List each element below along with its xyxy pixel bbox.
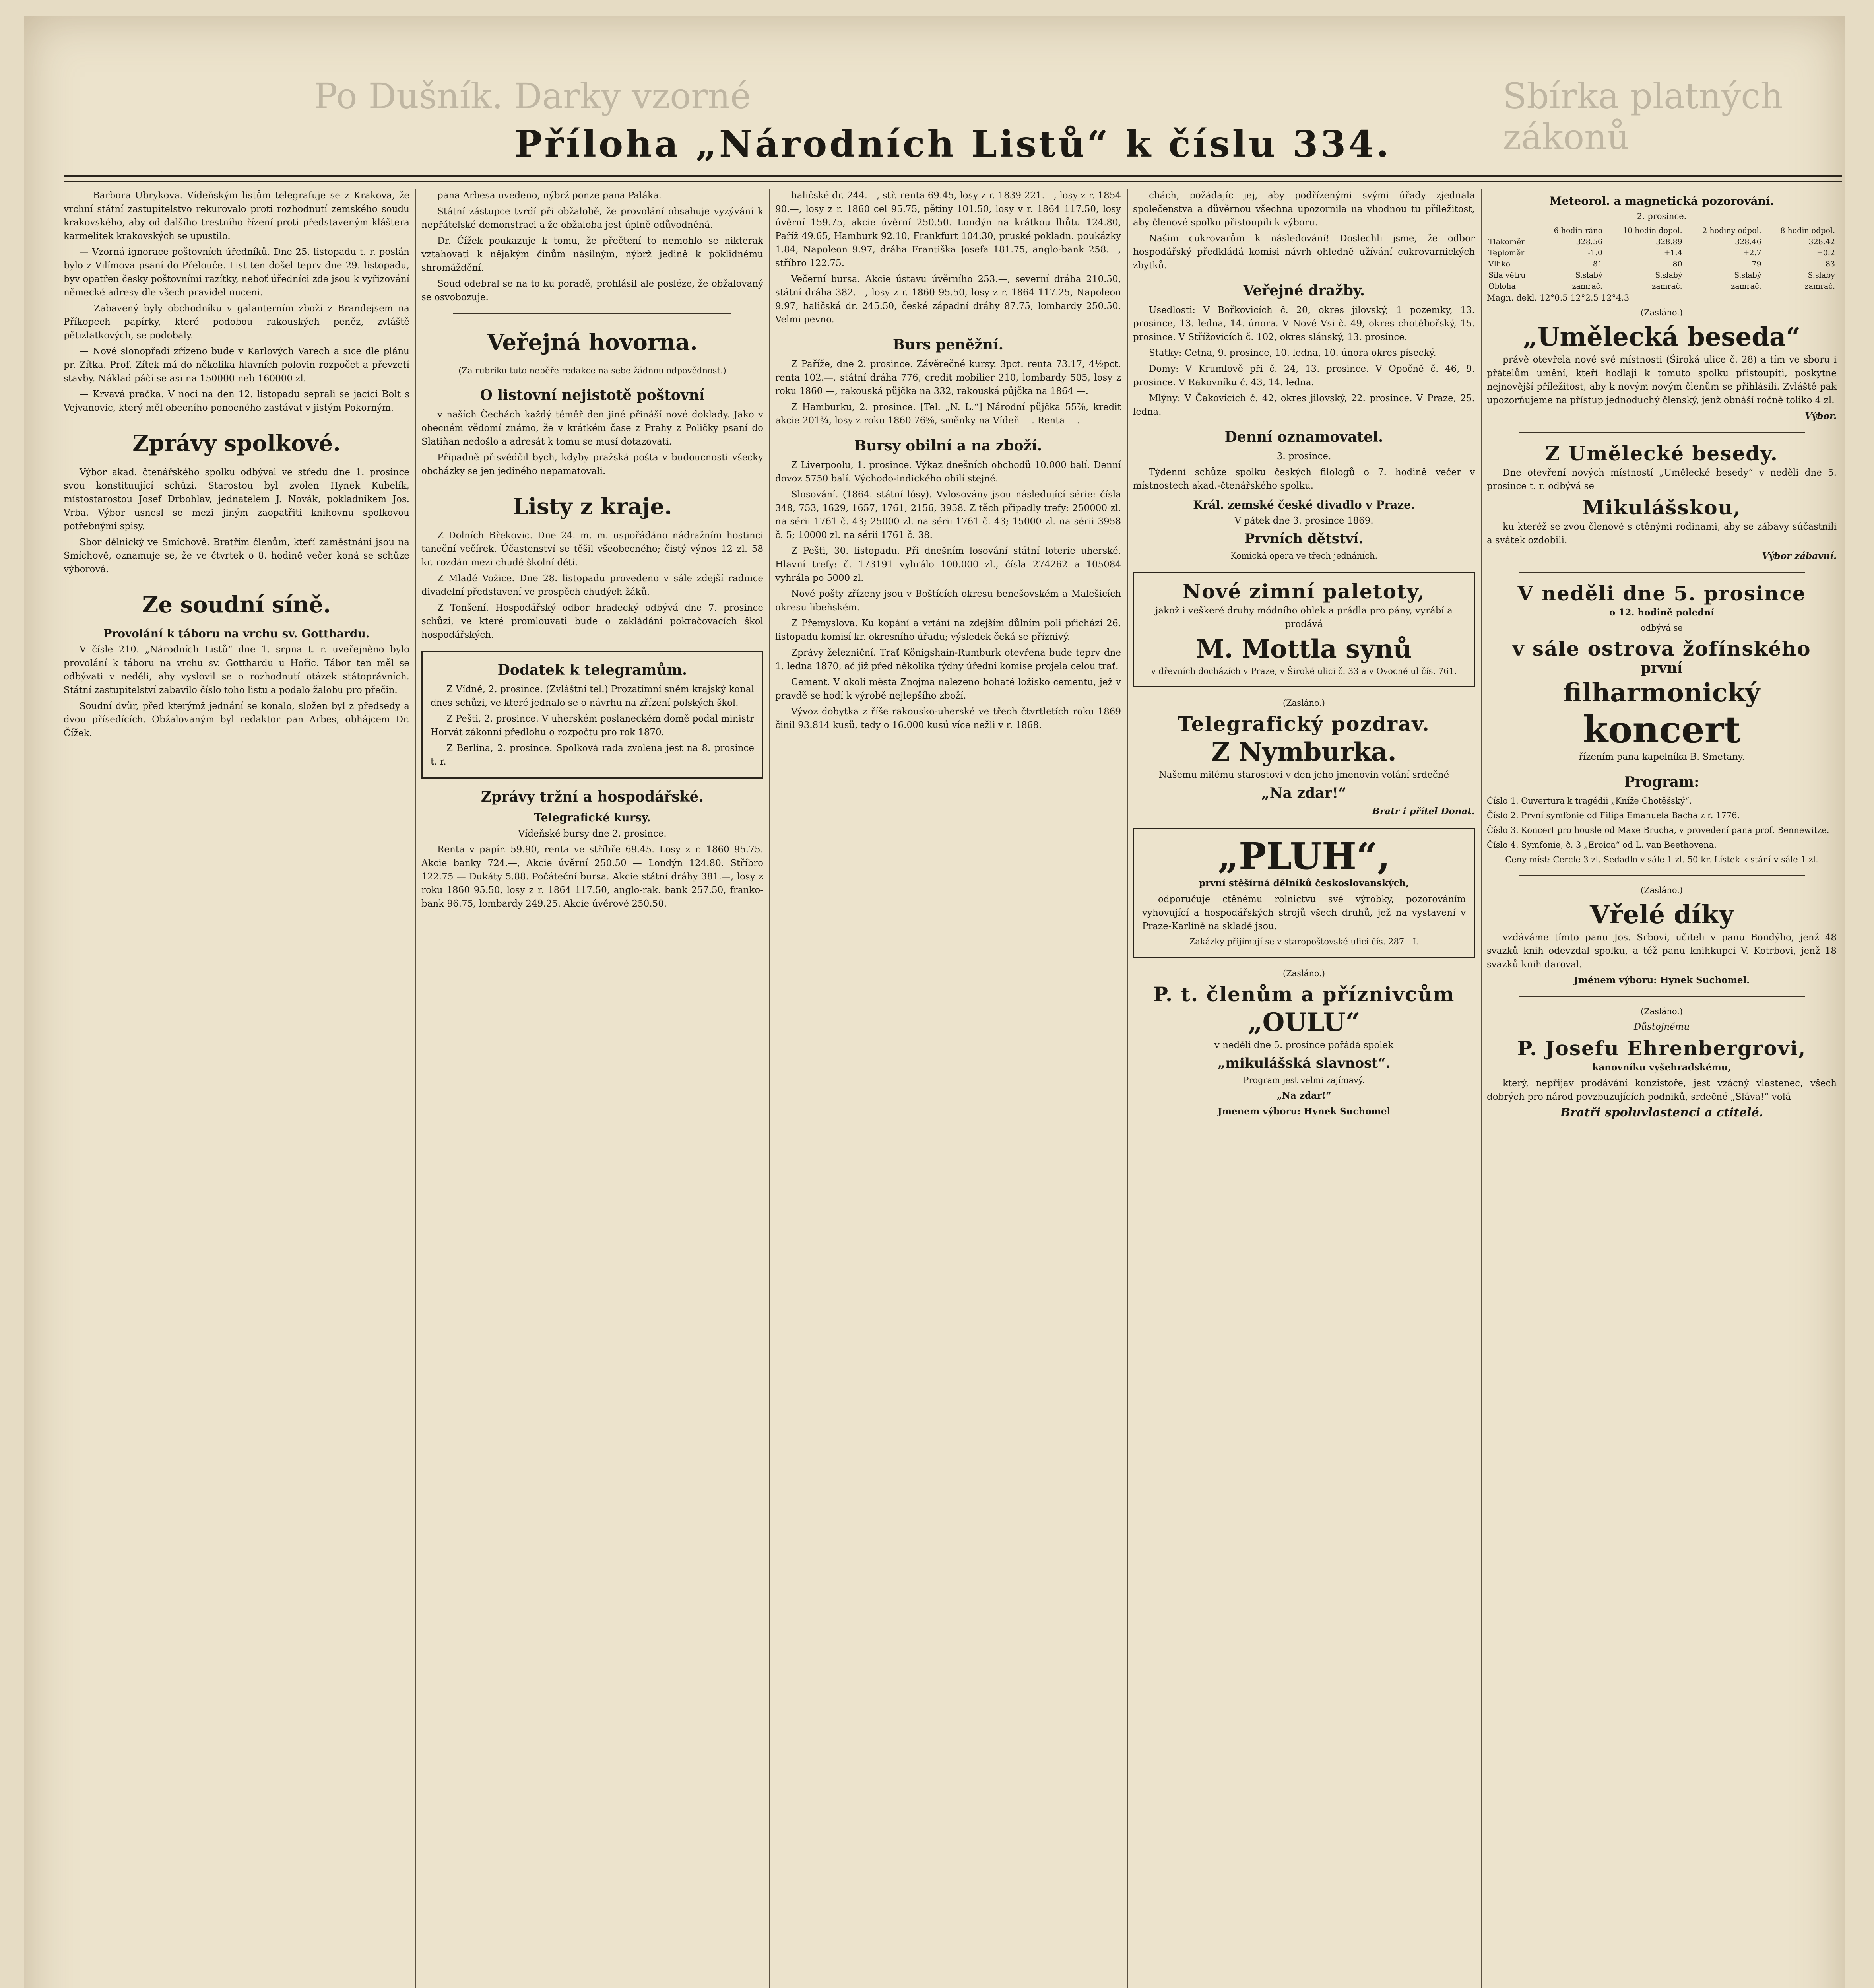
news-paragraph: Soudní dvůr, před kterýmž jednání se konalo, složen byl z předsedy a dvou přísedících. Obžalovaným byl redaktor pan Arbes, obhájcem Dr. Čížek.	[64, 701, 409, 738]
table-header-cell: 2 hodiny odpol.	[1702, 226, 1761, 235]
table-cell: S.slabý	[1734, 271, 1761, 280]
section-heading-trh: Zprávy tržní a hospodářské.	[481, 788, 704, 805]
advert-text: v neděli dne 5. prosince pořádá spolek	[1214, 1040, 1394, 1050]
date-line: 3. prosince.	[1276, 451, 1331, 462]
news-paragraph: Z Hamburku, 2. prosince. [Tel. „N. L.“] Národní půjčka 55⅞, kredit akcie 201¾, losy z roku 1860 76⅝, směnky na Vídeň —. Renta —.	[775, 402, 1121, 426]
news-paragraph: Z Mladé Vožice. Dne 28. listopadu provedeno v sále zdejší radnice divadelní představení ve prospěch chudých žáků.	[421, 573, 763, 597]
news-paragraph: Z Pešti, 30. listopadu. Při dnešním losování státní loterie uherské. Hlavní trefy: č. 173191 vyhrálo 100.000 zl., čísla 274262 a 105084 vyhrála po 5000 zl.	[775, 546, 1121, 583]
advert-title: Telegrafický pozdrav.	[1178, 712, 1430, 736]
concert-prices: Ceny míst: Cercle 3 zl. Sedadlo v sále 1 zl. 50 kr. Lístek k stání v sále 1 zl.	[1505, 855, 1818, 864]
section-heading-dodatek: Dodatek k telegramům.	[497, 662, 687, 678]
advert-nymburk	[1133, 697, 1475, 818]
news-paragraph: Usedlosti: V Bořkovicích č. 20, okres jilovský, 1 pozemky, 13. prosince, 13. ledna, 14. února. V Nové Vsi č. 49, okres chotěbořský, 15. prosince. V Střížovicích č. 102, okres slánský, 13. prosince.	[1133, 305, 1475, 342]
divider	[1519, 572, 1805, 573]
advert-z-umelecke-besedy	[1487, 441, 1837, 563]
news-paragraph: haličské dr. 244.—, stř. renta 69.45, losy z r. 1839 221.—, losy z r. 1854 90.—, losy z r. 1860 cel 95.75, pětiny 101.50, losy v r. 1864 117.50, losy úvěrní 159.75, akcie úvěrní 250.50. Londýn na krátkou lhůtu 124.80, Paříž 49.65, Hamburk 92.10, Frankfurt 104.30, pruské pokladn. poukázky 1.84, Napoleon 9.97, dráha Františka Josefa 181.75, anglo-bank 258.—, stříbro 122.75.	[775, 190, 1121, 268]
theatre-date: V pátek dne 3. prosince 1869.	[1234, 516, 1373, 526]
table-cell: Síla větru	[1488, 271, 1526, 280]
section-heading-soud: Ze soudní síně.	[142, 592, 331, 618]
advert-signature: Jmenem výboru: Hynek Suchomel	[1217, 1106, 1391, 1117]
advert-signature: Bratr i přítel Donat.	[1372, 806, 1475, 817]
table-cell: -1.0	[1588, 248, 1603, 257]
table-header-cell	[1487, 225, 1538, 236]
news-paragraph: Zprávy železniční. Trať Königshain-Rumburk otevřena bude teprv dne 1. ledna 1870, ač již před několika týdny úřední komise projela celou trať.	[775, 648, 1121, 672]
zaslano-label: (Zasláno.)	[1641, 308, 1683, 317]
table-cell: Obloha	[1488, 282, 1516, 291]
table-header-cell: 8 hodin odpol.	[1780, 226, 1835, 235]
advert-company-name: „PLUH“,	[1218, 835, 1390, 878]
weather-heading: Meteorol. a magnetická pozorování.	[1549, 194, 1774, 208]
news-paragraph: — Krvavá pračka. V noci na den 12. listopadu seprali se jacíci Bolt s Vejvanovic, který měl obecního ponocného zastávat v jistým Pokorným.	[64, 389, 409, 413]
concert-title: filharmonický	[1563, 678, 1760, 708]
sub-heading-kursy: Telegrafické kursy.	[534, 811, 651, 824]
column-divider	[1127, 189, 1128, 1988]
table-row	[1487, 258, 1837, 270]
advert-title: „Umělecká beseda“	[1523, 322, 1801, 352]
news-paragraph: Z Pešti, 2. prosince. V uherském poslaneckém domě podal ministr Horvát zákonní předlohu o rozpočtu pro rok 1870.	[431, 714, 754, 738]
zaslano-label: (Zasláno.)	[1641, 1007, 1683, 1016]
section-heading-hovorna: Veřejná hovorna.	[487, 329, 698, 355]
news-paragraph: Vývoz dobytka z říše rakousko-uherské ve třech čtvrtletích roku 1869 činil 93.814 kusů, tedy o 16.000 kusů více nežli v r. 1868.	[775, 707, 1121, 730]
table-cell: 328.46	[1735, 237, 1761, 246]
advert-title: Z Umělecké besedy.	[1545, 442, 1778, 465]
table-row	[1487, 270, 1837, 281]
table-cell: 83	[1825, 260, 1835, 268]
bleed-through-text-left: Po Dušník. Darky vzorné	[314, 76, 751, 116]
news-paragraph: Z Dolních Břekovic. Dne 24. m. m. uspořádáno nádražním hostinci taneční večírek. Účastenství se těšil všeobecného; čistý výnos 12 zl. 58 kr. rozdán mezi chudé školní děti.	[421, 530, 763, 568]
advert-signature: Jménem výboru: Hynek Suchomel.	[1573, 975, 1750, 986]
zaslano-label: (Zasláno.)	[1283, 969, 1325, 978]
masthead	[64, 115, 1842, 177]
sub-caption: Vídeňské bursy dne 2. prosince.	[518, 829, 667, 839]
table-row	[1487, 236, 1837, 247]
article-heading: O listovní nejistotě poštovní	[480, 387, 705, 404]
news-paragraph: Mlýny: V Čakovicích č. 42, okres jilovský, 22. prosince. V Praze, 25. ledna.	[1133, 393, 1475, 417]
program-item: Číslo 4. Symfonie, č. 3 „Eroica“ od L. van Beethovena.	[1487, 840, 1717, 850]
advert-signature: Výbor zábavní.	[1762, 551, 1837, 561]
divider	[453, 313, 731, 314]
advert-text: ku kteréž se zvou členové s ctěnými rodinami, aby se zábavy súčastnili a svátek ozdobili.	[1487, 522, 1837, 546]
news-paragraph: Státní zástupce tvrdí při obžalobě, že provolání obsahuje vyzývání k nepřátelské demonstraci a že obžaloba jest úplně odůvodněná.	[421, 206, 763, 230]
advert-title: P. Josefu Ehrenbergrovi,	[1517, 1037, 1806, 1060]
concert-conductor: řízením pana kapelníka B. Smetany.	[1579, 752, 1745, 762]
table-cell: zamrač.	[1804, 282, 1835, 291]
advert-text: odporučuje ctěnému rolnictvu své výrobky, pozorováním vyhovující a hospodářských strojů všech druhů, jež na vystavení v Praze-Karlíně na skladě jsou.	[1142, 894, 1466, 932]
table-header-row	[1487, 225, 1837, 236]
concert-time: o 12. hodině polední	[1609, 607, 1714, 618]
column-4	[1133, 189, 1475, 1988]
news-paragraph: Slosování. (1864. státní lósy). Vylosovány jsou následující série: čísla 348, 753, 1629, 1657, 1761, 2156, 3958. Z těch připadly trefy: 250000 zl. na sérii 1761 č. 43; 25000 zl. na sérii 1761 č. 43; 15000 zl. na sérii 3958 č. 5; 10000 zl. na sérii 1761 č. 38.	[775, 489, 1121, 540]
advert-text: vzdáváme tímto panu Jos. Srbovi, učiteli v panu Bondýho, jenž 48 svazků knih odevzdal spolku, a též panu knihkupci V. Kotrbovi, jenž 18 svazků knih daroval.	[1487, 932, 1837, 970]
divider	[1519, 996, 1805, 997]
advert-company-name: M. Mottla synů	[1196, 634, 1412, 664]
news-paragraph: V čísle 210. „Národních Listů“ dne 1. srpna t. r. uveřejněno bylo provolání k táboru na vrchu sv. Gotthardu u Hořic. Tábor ten měl se odbývati v neděli, aby vyslovil se o rozhodnutí otázek státoprávních. Státní zastupitelství zabavilo číslo toho listu a podalo žalobu pro přečin.	[64, 645, 409, 695]
program-item: Číslo 3. Koncert pro housle od Maxe Brucha, v provedení pana prof. Bennewitze.	[1487, 825, 1829, 835]
advert-program: Program jest velmi zajímavý.	[1243, 1076, 1365, 1085]
advert-signature: Výbor.	[1805, 411, 1837, 421]
advert-event: Mikulášskou,	[1582, 496, 1741, 519]
advert-place: Z Nymburka.	[1211, 737, 1397, 767]
table-cell: 81	[1593, 260, 1603, 268]
news-paragraph: — Zabavený byly obchodníku v galanterním zboží z Brandejsem na Příkopech papírky, které podobou rakouských peněz, zvláště pětizlatkových, se podobaly.	[64, 303, 409, 341]
table-cell: +0.2	[1816, 248, 1835, 257]
news-paragraph: Případně přisvědčil bych, kdyby pražská pošta v budoucnosti všecky obcházky se jen jediného nepamatovali.	[421, 452, 763, 476]
concert-line: V neděli dne 5. prosince	[1517, 582, 1806, 605]
advert-event: „mikulášská slavnost“.	[1217, 1055, 1391, 1071]
advert-title: P. t. členům a příznivcům	[1153, 982, 1455, 1006]
column-2	[421, 189, 763, 1988]
advert-ehrenberger	[1487, 1006, 1837, 1120]
section-heading-kraje: Listy z kraje.	[512, 493, 672, 520]
table-cell: Teploměr	[1488, 248, 1525, 257]
advert-title: Nové zimní paletoty,	[1183, 580, 1425, 603]
advert-oul	[1133, 967, 1475, 1118]
advert-concert	[1487, 581, 1837, 866]
news-paragraph: Domy: V Krumlově při č. 24, 13. prosince. V Opočně č. 46, 9. prosince. V Rakovníku č. 43, 14. ledna.	[1133, 364, 1475, 388]
table-row	[1487, 247, 1837, 258]
divider	[1519, 432, 1805, 433]
section-heading-denni: Denní oznamovatel.	[1224, 429, 1383, 445]
page-title: Příloha „Národních Listů“ k číslu 334.	[514, 122, 1391, 165]
table-cell: S.slabý	[1655, 271, 1682, 280]
advert-address: v dřevních docházích v Praze, v Široké ulici č. 33 a v Ovocné ul čís. 761.	[1151, 666, 1457, 676]
article-heading: Provolání k táboru na vrchu sv. Gotthardu.	[103, 627, 370, 640]
bleed-through-text-right: Sbírka platných zákonů	[1503, 76, 1783, 157]
theatre-play-title: Prvních dětství.	[1244, 531, 1364, 547]
table-cell: Vlhko	[1488, 260, 1510, 268]
concert-line: první	[1641, 660, 1683, 676]
table-header-cell: 10 hodin dopol.	[1622, 226, 1682, 235]
column-5	[1487, 189, 1837, 1988]
advert-vrele-diky	[1487, 884, 1837, 987]
news-paragraph: Renta v papír. 59.90, renta ve stříbře 69.45. Losy z r. 1860 95.75. Akcie banky 724.—, Akcie úvěrní 250.50 — Londýn 124.80. Stříbro 122.75 — Dukáty 5.88. Počáteční bursa. Akcie státní dráhy 381.—, losy z roku 1860 95.50, losy z r. 1864 117.50, anglo-rak. bank 257.50, franko-bank 96.75, lombardy 249.25. Akcie úvěrové 250.50.	[421, 845, 763, 909]
news-paragraph: Z Vídně, 2. prosince. (Zvláštní tel.) Prozatímní sněm krajský konal dnes schůzi, ve které jednalo se o návrhu na zřízení polských škol.	[431, 684, 754, 708]
news-paragraph: Z Paříže, dne 2. prosince. Závěrečné kursy. 3pct. renta 73.17, 4½pct. renta 102.—, státní dráha 776, credit mobilier 210, lombardy 505, losy z roku 1860 —, rakouská půjčka na 332, rakouská půjčka na 1864 —.	[775, 359, 1121, 396]
weather-note: Magn. dekl. 12°0.5 12°2.5 12°4.3	[1487, 293, 1630, 303]
news-paragraph: Nové pošty zřízeny jsou v Boštících okresu benešovském a Malešicích okresu libeňském.	[775, 589, 1121, 613]
news-paragraph: Týdenní schůze spolku českých filologů o 7. hodině večer v místnostech akad.-čtenářského spolku.	[1133, 467, 1475, 491]
table-cell: 328.56	[1576, 237, 1603, 246]
table-cell: +2.7	[1743, 248, 1761, 257]
news-paragraph: Výbor akad. čtenářského spolku odbýval ve středu dne 1. prosince svou konstituující schůzi. Starostou byl zvolen Hynek Kubelík, místostarostou Josef Drbohlav, jednatelem J. Novák, pokladníkem Jos. Vrba. Výbor usnesl se mezi jiným zaopatřiti knihovnu spolkovou potřebnými spisy.	[64, 467, 409, 532]
news-paragraph: v naších Čechách každý téměř den jiné přináší nové doklady. Jako v obecném vědomí známo, že v krátkém čase z Prahy z Poličky psaní do Slatiňan nedošlo a adresát k tomu se musí dotazovati.	[421, 410, 763, 447]
advert-pluh	[1133, 828, 1475, 958]
table-cell: 328.89	[1656, 237, 1682, 246]
column-divider	[415, 189, 416, 1988]
table-cell: Tlakoměr	[1488, 237, 1525, 246]
news-paragraph: Sbor dělnický ve Smíchově. Bratřím členům, kteří zaměstnáni jsou na Smíchově, oznamuje se, že ve čtvrtek o 8. hodině večer koná se schůze výborová.	[64, 537, 409, 575]
news-paragraph: chách, požádajíc jej, aby podřízenými svými úřady zjednala společenstva a důvěrnou všechna upozornila na vhodnou tu příležitost, aby členové spolku přistoupili k výboru.	[1133, 190, 1475, 228]
news-paragraph: — Vzorná ignorace poštovních úředníků. Dne 25. listopadu t. r. poslán bylo z Vilímova psaní do Přelouče. List ten došel teprv dne 29. listopadu, byv opatřen česky poštovními razítky, neboť úředníci zde jsou k vyřizování německé adresy dle všech pravidel nuceni.	[64, 247, 409, 298]
column-1	[64, 189, 409, 1988]
advert-text: který, nepřijav prodávání konzistoře, jest vzácný vlastenec, všech dobrých pro národ povzbuzujících podniků, srdečné „Sláva!“ volá	[1487, 1078, 1837, 1102]
news-paragraph: Večerní bursa. Akcie ústavu úvěrního 253.—, severní dráha 210.50, státní dráha 382.—, losy z r. 1860 95.50, losy z r. 1864 117.25, Napoleon 9.97, haličská dr. 245.50, české západní dráhy 87.75, lombardy 250.50. Velmi pevno.	[775, 274, 1121, 325]
concert-venue: v sále ostrova žofínského	[1512, 637, 1811, 660]
advert-title: Vřelé díky	[1590, 900, 1734, 930]
advert-motto: „Na zdar!“	[1261, 785, 1346, 802]
table-cell: 79	[1752, 260, 1761, 268]
concert-program-heading: Program:	[1624, 774, 1699, 790]
news-paragraph: Z Přemyslova. Ku kopání a vrtání na zdejším důlním poli přichází 26. listopadu komisí kr. okresního úřadu; výsledek čeká se příznivý.	[775, 618, 1121, 642]
theatre-heading: Král. zemské české divadlo v Praze.	[1193, 498, 1415, 511]
news-paragraph: — Nové slonopřadí zřízeno bude v Karlových Varech a sice dle plánu pr. Zítka. Prof. Zítek má do několika hlavních polovin rozpočet a převzetí stavby. Náklad páčí se asi na 150000 neb 160000 zl.	[64, 346, 409, 384]
zaslano-label: (Zasláno.)	[1641, 885, 1683, 895]
advert-signature: Bratři spoluvlastenci a ctitelé.	[1560, 1106, 1763, 1120]
advert-mottl	[1133, 572, 1475, 687]
header-rule	[64, 181, 1842, 182]
news-paragraph: — Barbora Ubrykova. Vídeňským listům telegrafuje se z Krakova, že vrchní státní zastupitelstvo rekurovalo proti rozhodnutí zemského soudu krakovského, aby od dalšího trestního řízení proti představeným kláštera karmelitek krakovských se upustilo.	[64, 190, 409, 241]
advert-note: Zakázky přijímají se v staropoštovské ulici čís. 287—I.	[1189, 937, 1419, 946]
advert-subtitle: kanovníku vyšehradskému,	[1592, 1062, 1731, 1073]
section-heading-drazby: Veřejné dražby.	[1243, 282, 1365, 299]
news-paragraph: Soud odebral se na to ku poradě, prohlásil ale posléze, že obžalovaný se osvobozuje.	[421, 279, 763, 303]
table-cell: zamrač.	[1572, 282, 1603, 291]
weather-date: 2. prosince.	[1637, 212, 1687, 221]
news-paragraph: Z Liverpoolu, 1. prosince. Výkaz dnešních obchodů 10.000 balí. Denní dovoz 5750 balí. Východo-indického obilí stejné.	[775, 460, 1121, 484]
section-heading-burs: Burs peněžní.	[892, 336, 1004, 353]
section-heading-obili: Bursy obilní a na zboží.	[854, 437, 1042, 454]
news-paragraph: Cement. V okolí města Znojma nalezeno bohaté ložisko cementu, jež v pravdě se hodí k výrobě nejlepšího zboží.	[775, 677, 1121, 701]
table-cell: 80	[1672, 260, 1682, 268]
concert-line: odbývá se	[1641, 623, 1683, 633]
news-paragraph: Z Berlína, 2. prosince. Spolková rada zvolena jest na 8. prosince t. r.	[431, 743, 754, 767]
table-cell: S.slabý	[1575, 271, 1603, 280]
table-cell: +1.4	[1664, 248, 1682, 257]
advert-salutation: Důstojnému	[1633, 1022, 1690, 1032]
advert-society-name: „OULU“	[1247, 1008, 1360, 1037]
column-3	[775, 189, 1121, 1988]
program-item: Číslo 2. První symfonie od Filipa Emanuela Bacha z r. 1776.	[1487, 811, 1740, 820]
column-divider	[1481, 189, 1482, 1988]
table-cell: zamrač.	[1731, 282, 1761, 291]
news-paragraph: Statky: Cetna, 9. prosince, 10. ledna, 10. února okres písecký.	[1149, 348, 1436, 358]
news-paragraph: pana Arbesa uvedeno, nýbrž ponze pana Paláka.	[437, 190, 662, 201]
table-cell: S.slabý	[1808, 271, 1835, 280]
news-paragraph: Z Tonšení. Hospodářský odbor hradecký odbývá dne 7. prosince schůzi, ve které promlouvati bude o zakládání pokračovacích škol hospodářských.	[421, 603, 763, 640]
advert-umelecka-beseda	[1487, 307, 1837, 423]
theatre-note: Komická opera ve třech jednáních.	[1230, 551, 1378, 561]
advert-subtitle: první stěšírná dělníků českoslovanských,	[1199, 878, 1409, 889]
news-paragraph: Našim cukrovarům k následování! Doslechli jsme, že odbor hospodářský předkládá komisi návrh ohledně užívání cukrovarnických zbytků.	[1133, 233, 1475, 271]
table-cell: 328.42	[1808, 237, 1835, 246]
divider	[1519, 875, 1805, 876]
news-paragraph: Dr. Čížek poukazuje k tomu, že přečtení to nemohlo se nikterak vztahovati k nějakým činům násilným, nýbrž jedině k poklidnému shromáždění.	[421, 236, 763, 273]
table-row	[1487, 281, 1837, 292]
program-item: Číslo 1. Ouvertura k tragédii „Kníže Chotěšský“.	[1487, 796, 1692, 806]
advert-motto: „Na zdar!“	[1276, 1090, 1331, 1101]
advert-text: Dne otevření nových místností „Umělecké besedy“ v neděli dne 5. prosince t. r. odbývá se	[1487, 468, 1837, 491]
weather-table	[1487, 225, 1837, 292]
table-header-cell: 6 hodin ráno	[1554, 226, 1603, 235]
telegram-box	[421, 651, 763, 779]
concert-title-main: koncert	[1583, 708, 1741, 751]
advert-text: jakož i veškeré druhy módního oblek a prádla pro pány, vyrábí a prodává	[1155, 606, 1453, 629]
section-heading-spolky: Zprávy spolkové.	[132, 430, 341, 456]
column-divider	[769, 189, 770, 1988]
table-cell: zamrač.	[1652, 282, 1682, 291]
advert-text: právě otevřela nové své místnosti (Široká ulice č. 28) a tím ve sboru i přátelům umění, kteří hodlají k tomuto spolku přistoupiti, poskytne nejnovější příležitost, aby k novým novým členům se přihlásili. Zvláště pak upozorňujeme na přístup jednoduchý členský, jenž obnáší ročně toliko 4 zl.	[1487, 355, 1837, 406]
zaslano-label: (Zasláno.)	[1283, 698, 1325, 708]
disclaimer-note: (Za rubriku tuto neběře redakce na sebe žádnou odpovědnost.)	[458, 366, 726, 375]
advert-text: Našemu milému starostovi v den jeho jmenovin volání srdečné	[1158, 770, 1449, 780]
